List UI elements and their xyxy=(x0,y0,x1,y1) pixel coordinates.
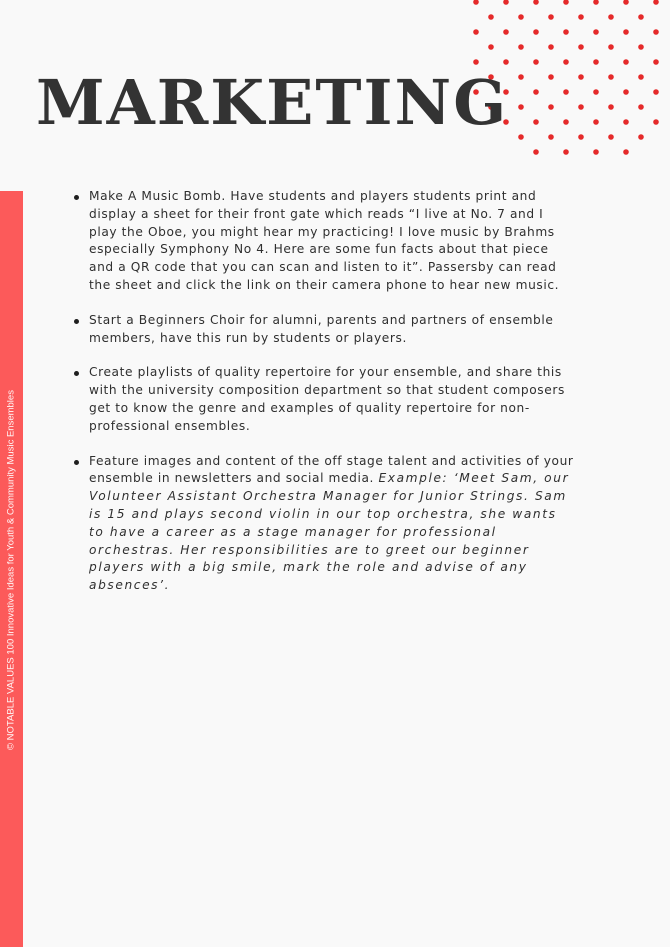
pattern-dot xyxy=(593,0,599,5)
list-item xyxy=(71,312,576,348)
pattern-dot xyxy=(638,104,644,110)
list-item xyxy=(71,364,576,435)
pattern-dot xyxy=(653,0,659,5)
pattern-dot xyxy=(518,104,524,110)
copyright-side-text: © NOTABLE VALUES 100 Innovative Ideas for Youth & Community Music Ensembles xyxy=(5,390,17,750)
list-item xyxy=(71,453,576,595)
pattern-dot xyxy=(653,119,659,125)
pattern-dot xyxy=(533,149,539,155)
pattern-dot xyxy=(578,44,584,50)
pattern-dot xyxy=(518,14,524,20)
pattern-dot xyxy=(578,104,584,110)
pattern-dot xyxy=(608,134,614,140)
pattern-dot xyxy=(593,89,599,95)
pattern-dot xyxy=(608,74,614,80)
pattern-dot xyxy=(473,29,479,35)
pattern-dot xyxy=(593,29,599,35)
pattern-dot xyxy=(533,29,539,35)
pattern-dot xyxy=(638,14,644,20)
bullet-dot-icon xyxy=(74,195,79,200)
pattern-dot xyxy=(578,134,584,140)
pattern-dot xyxy=(518,134,524,140)
example-italic-text: Example: ‘Meet Sam, our Volunteer Assistant Orchestra Manager for Junior Strings. Sam is 15 and plays second violin in our top orchestra, she wants to have a career as a stage manager for professional orchestras. Her responsibilities are to greet our beginner players with a big smile, mark the role and advise of any absences’. xyxy=(89,471,570,593)
list-item-text: Start a Beginners Choir for alumni, parents and partners of ensemble members, have this run by students or players. xyxy=(89,312,554,345)
pattern-dot xyxy=(563,119,569,125)
pattern-dot xyxy=(548,104,554,110)
pattern-dot xyxy=(503,0,509,5)
bullet-dot-icon xyxy=(74,371,79,376)
pattern-dot xyxy=(563,59,569,65)
list-item-text: Create playlists of quality repertoire for your ensemble, and share this with the university composition department so that student composers get to know the genre and examples of quality repertoire for non-professional ensembles. xyxy=(89,365,565,433)
pattern-dot xyxy=(488,44,494,50)
page-title: MARKETING xyxy=(36,66,509,139)
pattern-dot xyxy=(638,74,644,80)
pattern-dot xyxy=(518,74,524,80)
pattern-dot xyxy=(548,14,554,20)
pattern-dot xyxy=(608,44,614,50)
pattern-dot xyxy=(593,119,599,125)
pattern-dot xyxy=(563,89,569,95)
pattern-dot xyxy=(548,134,554,140)
pattern-dot xyxy=(563,0,569,5)
pattern-dot xyxy=(608,104,614,110)
pattern-dot xyxy=(638,134,644,140)
pattern-dot xyxy=(578,74,584,80)
list-item xyxy=(71,188,576,295)
marketing-ideas-list xyxy=(71,188,576,612)
pattern-dot xyxy=(623,89,629,95)
pattern-dot xyxy=(563,149,569,155)
pattern-dot xyxy=(533,119,539,125)
pattern-dot xyxy=(653,29,659,35)
pattern-dot xyxy=(473,0,479,5)
pattern-dot xyxy=(623,149,629,155)
pattern-dot xyxy=(593,149,599,155)
pattern-dot xyxy=(578,14,584,20)
pattern-dot xyxy=(623,29,629,35)
pattern-dot xyxy=(623,59,629,65)
pattern-dot xyxy=(488,14,494,20)
list-item-text: Feature images and content of the off stage talent and activities of your ensemble in newsletters and social media. xyxy=(89,453,574,486)
pattern-dot xyxy=(533,89,539,95)
pattern-dot xyxy=(503,29,509,35)
bullet-dot-icon xyxy=(74,460,79,465)
pattern-dot xyxy=(653,59,659,65)
pattern-dot xyxy=(548,44,554,50)
pattern-dot xyxy=(533,0,539,5)
pattern-dot xyxy=(593,59,599,65)
bullet-dot-icon xyxy=(74,319,79,324)
pattern-dot xyxy=(563,29,569,35)
pattern-dot xyxy=(548,74,554,80)
pattern-dot xyxy=(638,44,644,50)
pattern-dot xyxy=(623,0,629,5)
pattern-dot xyxy=(653,89,659,95)
pattern-dot xyxy=(533,59,539,65)
list-item-text: Make A Music Bomb. Have students and players students print and display a sheet for their front gate which reads “I live at No. 7 and I play the Oboe, you might hear my practicing! I love music by Brahms especially Symphony No 4. Here are some fun facts about that piece and a QR code that you can scan and listen to it”. Passersby can read the sheet and click the link on their camera phone to hear new music. xyxy=(89,189,560,292)
pattern-dot xyxy=(623,119,629,125)
pattern-dot xyxy=(518,44,524,50)
pattern-dot xyxy=(473,59,479,65)
pattern-dot xyxy=(503,59,509,65)
pattern-dot xyxy=(608,14,614,20)
